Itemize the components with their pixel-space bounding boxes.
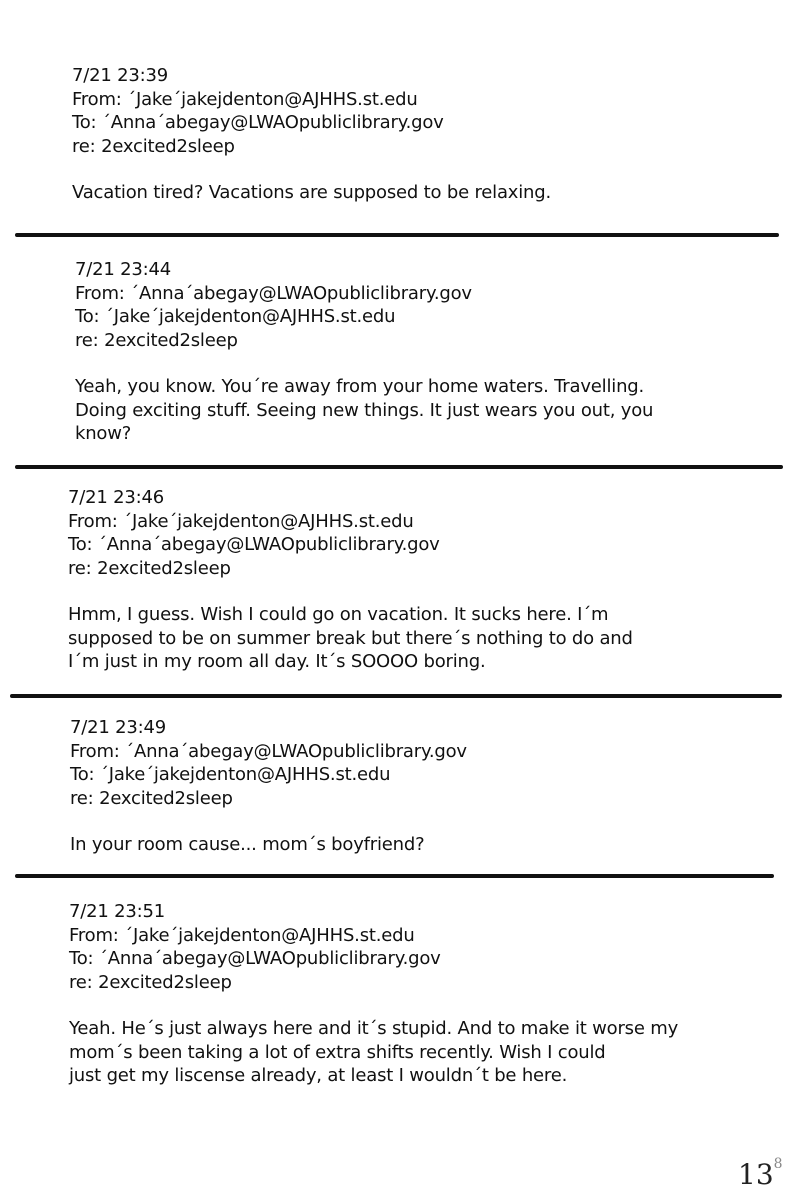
email-from: From: ´Jake´jakejdenton@AJHHS.st.edu xyxy=(72,88,418,110)
email-body-line: Vacation tired? Vacations are supposed to be relaxing. xyxy=(72,182,551,203)
email-body-line: Yeah, you know. You´re away from your home waters. Travelling. xyxy=(75,376,645,397)
email-body-line: just get my liscense already, at least I wouldn´t be here. xyxy=(69,1065,568,1086)
email-body-line: In your room cause... mom´s boyfriend? xyxy=(70,834,425,855)
email-body-line: mom´s been taking a lot of extra shifts recently. Wish I could xyxy=(69,1041,606,1063)
email-body-line: supposed to be on summer break but there´s nothing to do and xyxy=(68,627,633,649)
page-number-text: 13 xyxy=(738,1158,774,1191)
email-body-line: Yeah. He´s just always here and it´s stupid. And to make it worse my xyxy=(69,1018,679,1039)
email-body-line: know? xyxy=(75,423,132,444)
email-message xyxy=(70,716,467,857)
divider xyxy=(15,233,779,237)
divider xyxy=(15,874,774,878)
email-date: 7/21 23:44 xyxy=(75,259,172,280)
email-body-line: Hmm, I guess. Wish I could go on vacation. It sucks here. I´m xyxy=(68,604,609,625)
email-subject: re: 2excited2sleep xyxy=(72,135,235,157)
email-date: 7/21 23:46 xyxy=(68,487,165,508)
page-number-superscript: 8 xyxy=(773,1156,783,1172)
email-subject: re: 2excited2sleep xyxy=(68,557,231,579)
email-body xyxy=(75,375,653,446)
email-date: 7/21 23:51 xyxy=(69,901,166,922)
email-to: To: ´Anna´abegay@LWAOpubliclibrary.gov xyxy=(68,534,440,555)
email-message xyxy=(68,486,633,674)
email-message xyxy=(75,258,653,446)
email-from: From: ´Jake´jakejdenton@AJHHS.st.edu xyxy=(69,924,415,946)
email-from: From: ´Anna´abegay@LWAOpubliclibrary.gov xyxy=(75,282,472,304)
email-to: To: ´Jake´jakejdenton@AJHHS.st.edu xyxy=(75,306,396,327)
email-subject: re: 2excited2sleep xyxy=(69,971,232,993)
email-header xyxy=(75,258,653,352)
email-body xyxy=(68,603,633,674)
email-to: To: ´Jake´jakejdenton@AJHHS.st.edu xyxy=(70,764,391,785)
email-body-line: Doing exciting stuff. Seeing new things. It just wears you out, you xyxy=(75,399,654,421)
email-header xyxy=(69,900,678,994)
email-header xyxy=(68,486,633,580)
page-number xyxy=(738,1158,783,1191)
email-body xyxy=(72,181,551,205)
email-message xyxy=(72,64,551,205)
email-to: To: ´Anna´abegay@LWAOpubliclibrary.gov xyxy=(72,112,444,133)
divider xyxy=(15,465,783,469)
email-message xyxy=(69,900,678,1088)
email-header xyxy=(72,64,551,158)
email-header xyxy=(70,716,467,810)
email-body-line: I´m just in my room all day. It´s SOOOO boring. xyxy=(68,651,486,672)
email-subject: re: 2excited2sleep xyxy=(70,787,233,809)
email-from: From: ´Anna´abegay@LWAOpubliclibrary.gov xyxy=(70,740,467,762)
email-body xyxy=(69,1017,678,1088)
email-date: 7/21 23:39 xyxy=(72,65,169,86)
email-subject: re: 2excited2sleep xyxy=(75,329,238,351)
email-to: To: ´Anna´abegay@LWAOpubliclibrary.gov xyxy=(69,948,441,969)
email-date: 7/21 23:49 xyxy=(70,717,167,738)
divider xyxy=(10,694,782,698)
email-body xyxy=(70,833,467,857)
email-from: From: ´Jake´jakejdenton@AJHHS.st.edu xyxy=(68,510,414,532)
